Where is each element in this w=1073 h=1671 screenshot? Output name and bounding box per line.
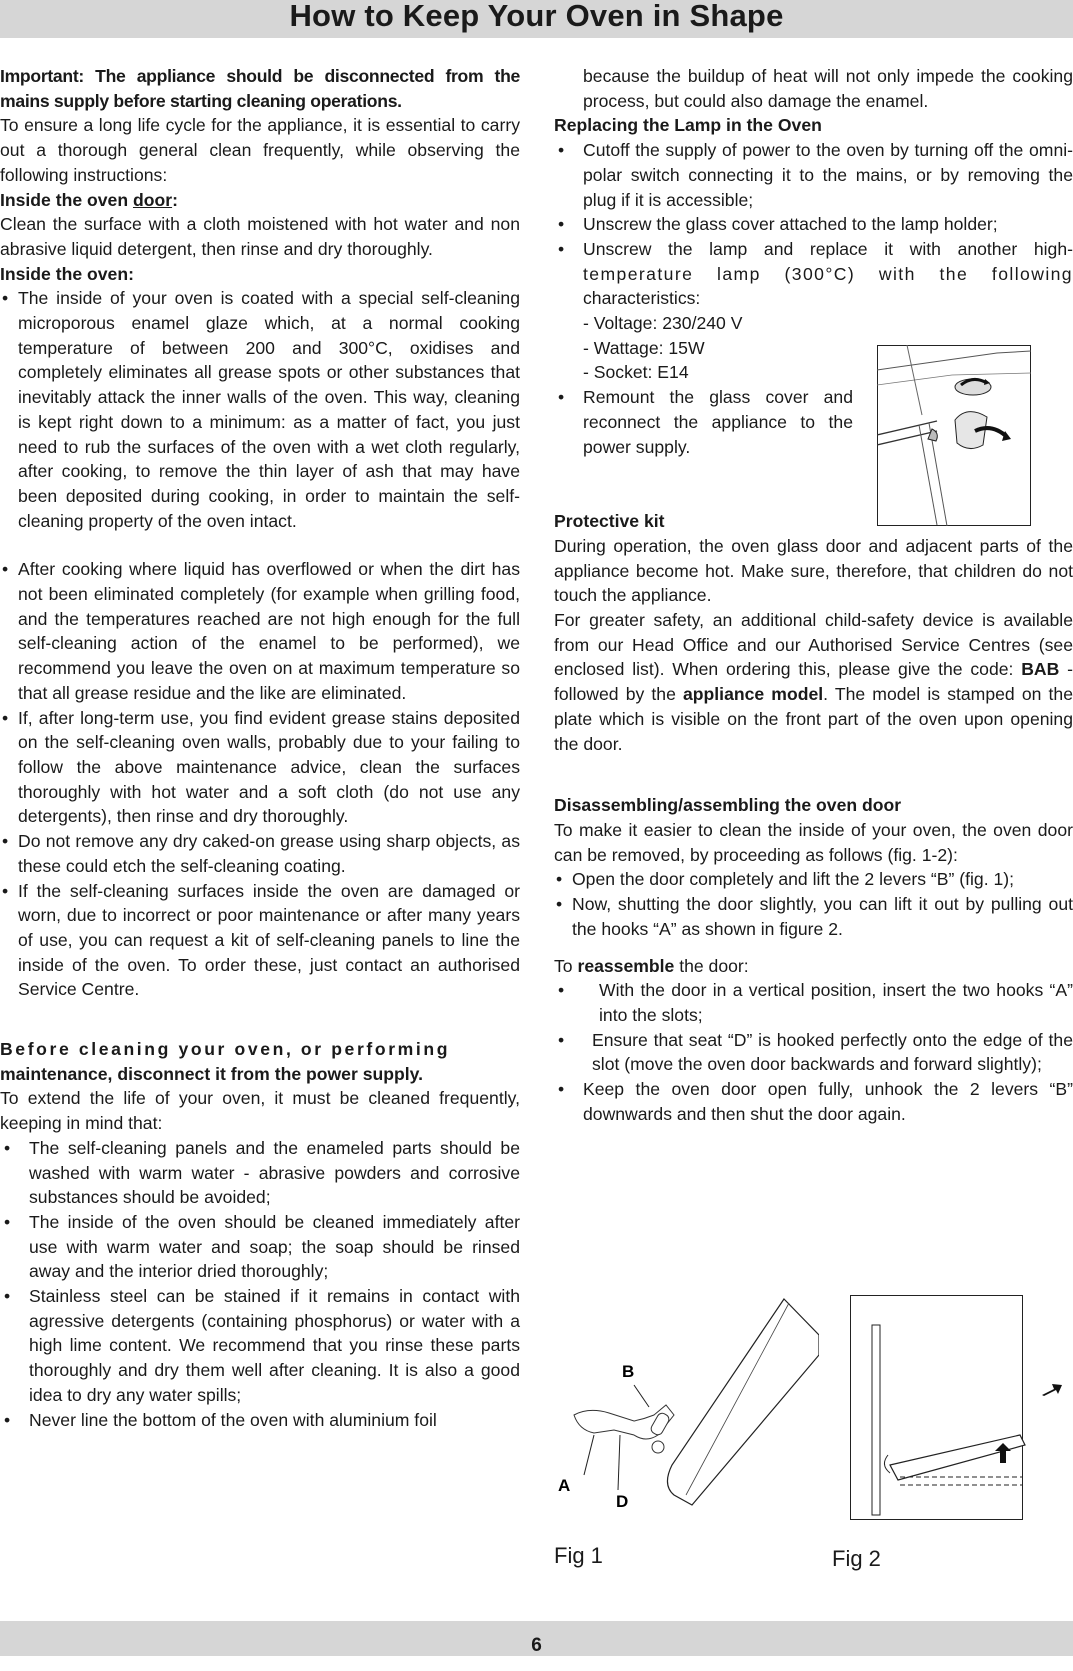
lamp-bullet: • Unscrew the glass cover attached to the lamp holder; (554, 212, 1073, 237)
lamp-spec-line: temperature lamp (300°C) with the following (583, 263, 1073, 284)
kit-text-order: For greater safety, an additional child-safety device is available from our Head Office and our Authorised Service Centres (see enclosed list). When ordering this, please give the code: BAB - followed by the appliance model. The model is stamped on the plate which is visible on the front part of the oven upon opening the door. (554, 610, 1073, 754)
lamp-spec-tail: characteristics: (583, 288, 701, 309)
before-bullet: • The inside of the oven should be cleaned immediately after use with warm water and soap; the soap should be rinsed away and the interior dried thoroughly; (0, 1210, 520, 1284)
reassemble-bullet: • Ensure that seat “D” is hooked perfectly onto the edge of the slot (move the oven door backwards and forward slightly); (554, 1028, 1073, 1077)
lamp-heading: Replacing the Lamp in the Oven (554, 115, 822, 136)
page-title: How to Keep Your Oven in Shape (289, 0, 784, 33)
before-bullet: • Never line the bottom of the oven with aluminium foil (0, 1408, 520, 1433)
lamp-bullet: • Unscrew the lamp and replace it with another high- (554, 237, 1073, 262)
important-text: To ensure a long life cycle for the appliance, it is essential to carry out a thorough general clean frequently, while observing the following instructions: (0, 115, 520, 185)
disassembly-text: To make it easier to clean the inside of your oven, the oven door can be removed, by proceeding as follows (fig. 1-2): (554, 819, 1073, 865)
door-heading: Inside the oven door: (0, 189, 178, 210)
disassembly-bullet: • Now, shutting the door slightly, you can lift it out by pulling out the hooks “A” as shown in figure 2. (554, 892, 1073, 941)
fig1-label-d: D (616, 1492, 629, 1511)
before-text: To extend the life of your oven, it must be cleaned frequently, keeping in mind that: (0, 1088, 520, 1134)
page-number: 6 (531, 1635, 542, 1656)
oven-bullet: • The inside of your oven is coated with a special self-cleaning microporous enamel glaze which, at a normal cooking temperature of between 200 and 300°C, oxidises and completely eliminates all grease spots or other substances that inevitably attack the inner walls of the oven. This way, cleaning is kept right down to a minimum: as a matter of fact, you just need to rub the surfaces of the oven with a wet cloth regularly, after cooking, to remove the thin layer of ash that may have been deposited during cooking, in order to maintain the self-cleaning property of the oven intact. (0, 286, 520, 533)
fig1-diagram (554, 1295, 819, 1535)
oven-bullet: • After cooking where liquid has overflowed or when the dirt has not been eliminated completely (for example when grilling food, and the temperatures reached are not high enough for the full self-cleaning action of the enamel to be performed), we recommend you leave the oven on at maximum temperature so that all grease residue and the like are eliminated. (0, 557, 520, 705)
disassembly-bullet: • Open the door completely and lift the 2 levers “B” (fig. 1); (554, 867, 1073, 892)
fig1-label-a: A (558, 1476, 571, 1495)
before-bullet: • The self-cleaning panels and the enameled parts should be washed with warm water - abrasive powders and corrosive substances should be avoided; (0, 1136, 520, 1210)
oven-bullet: • Do not remove any dry caked-on grease using sharp objects, as these could etch the self-cleaning coating. (0, 829, 520, 878)
right-column (554, 64, 1073, 1126)
important-notice: Important: The appliance should be disconnected from the mains supply before starting cleaning operations. (0, 66, 520, 111)
reassemble-bullet: • With the door in a vertical position, insert the two hooks “A” into the slots; (554, 978, 1073, 1027)
oven-bullet: • If the self-cleaning surfaces inside the oven are damaged or worn, due to incorrect or poor maintenance or after many years of use, you can request a kit of self-cleaning panels to line the inside of the oven. To order these, just contact an authorised Service Centre. (0, 879, 520, 1003)
oven-heading: Inside the oven: (0, 263, 134, 284)
lamp-spec: - Voltage: 230/240 V (583, 313, 743, 334)
fig1-label-b: B (622, 1362, 635, 1381)
door-text: Clean the surface with a cloth moistened with hot water and non abrasive liquid detergent, then rinse and dry thoroughly. (0, 214, 520, 259)
reassemble-bullet: • Keep the oven door open fully, unhook the 2 levers “B” downwards and then shut the door again. (554, 1077, 1073, 1126)
page-header (0, 0, 1073, 38)
lamp-spec: - Wattage: 15W (583, 337, 705, 358)
reassemble-intro: To reassemble the door: (554, 955, 749, 976)
before-bullet: • Stainless steel can be stained if it remains in contact with agressive detergents (containing phosphorus) or water with a high lime content. We recommend that you rinse these parts thoroughly and dry them well after cleaning. It is also a good idea to dry any water spills; (0, 1284, 520, 1408)
lamp-bullet: • Cutoff the supply of power to the oven by turning off the omni-polar switch connecting it to the mains, or by removing the plug if it is accessible; (554, 138, 1073, 212)
fig2-caption: Fig 2 (832, 1546, 881, 1571)
fig1-caption: Fig 1 (554, 1543, 603, 1568)
before-heading: Before cleaning your oven, or performing maintenance, disconnect it from the power supply. (0, 1039, 451, 1084)
fig2-diagram (850, 1295, 1073, 1520)
left-column (0, 64, 520, 1432)
oven-bullet: • If, after long-term use, you find evident grease stains deposited on the self-cleaning oven walls, probably due to your failing to follow the above maintenance advice, clean the surfaces thoroughly with hot water and a soft cloth (do not use any detergents), then rinse and dry thoroughly. (0, 706, 520, 830)
lamp-bullet: • Remount the glass cover and reconnect the appliance to the power supply. (554, 385, 853, 459)
kit-heading: Protective kit (554, 511, 665, 532)
lamp-replacement-figure (877, 345, 1031, 526)
page-footer (0, 1621, 1073, 1656)
lamp-spec: - Socket: E14 (583, 362, 689, 383)
continuation-text: because the buildup of heat will not only impede the cooking process, but could also damage the enamel. (583, 66, 1073, 111)
disassembly-heading: Disassembling/assembling the oven door (554, 795, 902, 816)
kit-text: During operation, the oven glass door and adjacent parts of the appliance become hot. Make sure, therefore, that children do not touch the appliance. (554, 535, 1073, 606)
